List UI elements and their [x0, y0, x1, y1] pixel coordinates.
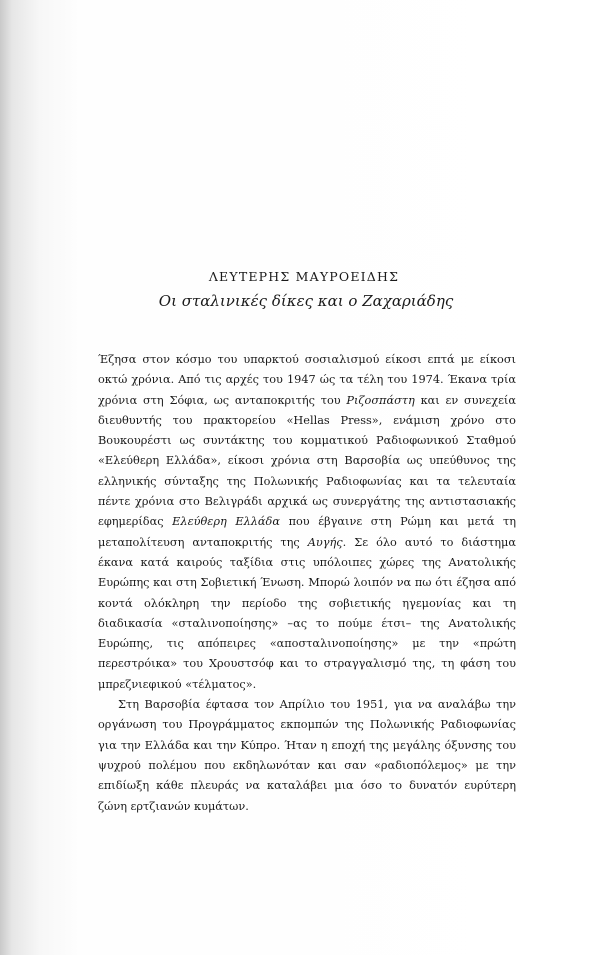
paragraph-1 — [98, 350, 516, 695]
newspaper-name-avgi: Αυγής — [307, 535, 343, 549]
chapter-title: Οι σταλινικές δίκες και ο Ζαχαριάδης — [158, 292, 454, 310]
paragraph-1-text-2: και εν συνεχεία διευθυντής του πρακτορείου «Hellas Press», ενάμιση χρόνο στο Βουκουρέστι ως συντάκτης του κομματικού Ραδιοφωνικού Σταθμού «Ελεύθερη Ελλάδα», είκοσι χρόνια στη Βαρσοβία ως υπεύθυνος της ελληνικής σύνταξης της Πολωνικής Ραδιοφωνίας και τα τελευταία πέντε χρόνια στο Βελιγράδι αρχικά ως συνεργάτης της αντιστασιακής εφημερίδας — [98, 393, 516, 529]
author-name: ΛΕΥΤΕΡΗΣ ΜΑΥΡΟΕΙΔΗΣ — [208, 269, 400, 284]
paragraph-1-text-3: που έβγαινε στη Ρώμη και μετά τη μεταπολίτευση ανταποκριτής της — [98, 515, 516, 549]
paragraph-1-text-1: Έζησα στον κόσμο του υπαρκτού σοσιαλισμού είκοσι επτά με είκοσι οκτώ χρόνια. Από τις αρχές του 1947 ώς τα τέλη του 1974. Έκανα τρία χρόνια στη Σόφια, ως ανταποκριτής του — [98, 353, 516, 407]
newspaper-name-eleftheri-ellada: Ελεύθερη Ελλάδα — [172, 515, 280, 529]
newspaper-name-rizospastis: Ριζοσπάστη — [346, 393, 415, 407]
paragraph-1-text-4: . Σε όλο αυτό το διάστημα έκανα κατά καιρούς ταξίδια στις υπόλοιπες χώρες της Ανατολικής Ευρώπης και στη Σοβιετική Ένωση. Μπορώ λοιπόν να πω ότι έζησα από κοντά ολόκληρη την περίοδο της σοβιετικής ηγεμονίας και τη διαδικασία «σταλινοποίησης» –ας το πούμε έτσι– της Ανατολικής Ευρώπης, τις απόπειρες «αποσταλινοποίησης» με την «πρώτη περεστρόικα» του Χρουστσόφ και το στραγγαλισμό της, τη φάση του μπρεζνιεφικού «τέλματος». — [98, 535, 516, 691]
chapter-header — [0, 269, 600, 311]
paragraph-2: Στη Βαρσοβία έφτασα τον Απρίλιο του 1951, για να αναλάβω την οργάνωση του Προγράμματος εκπομπών της Πολωνικής Ραδιοφωνίας για την Ελλάδα και την Κύπρο. Ήταν η εποχή της μεγάλης όξυνσης του ψυχρού πολέμου που εκδηλωνόταν και σαν «ραδιοπόλεμος» με την επιδίωξη κάθε πλευράς να καταλάβει μια όσο το δυνατόν ευρύτερη ζώνη ερτζιανών κυμάτων. — [98, 698, 516, 813]
body-text — [98, 350, 516, 817]
